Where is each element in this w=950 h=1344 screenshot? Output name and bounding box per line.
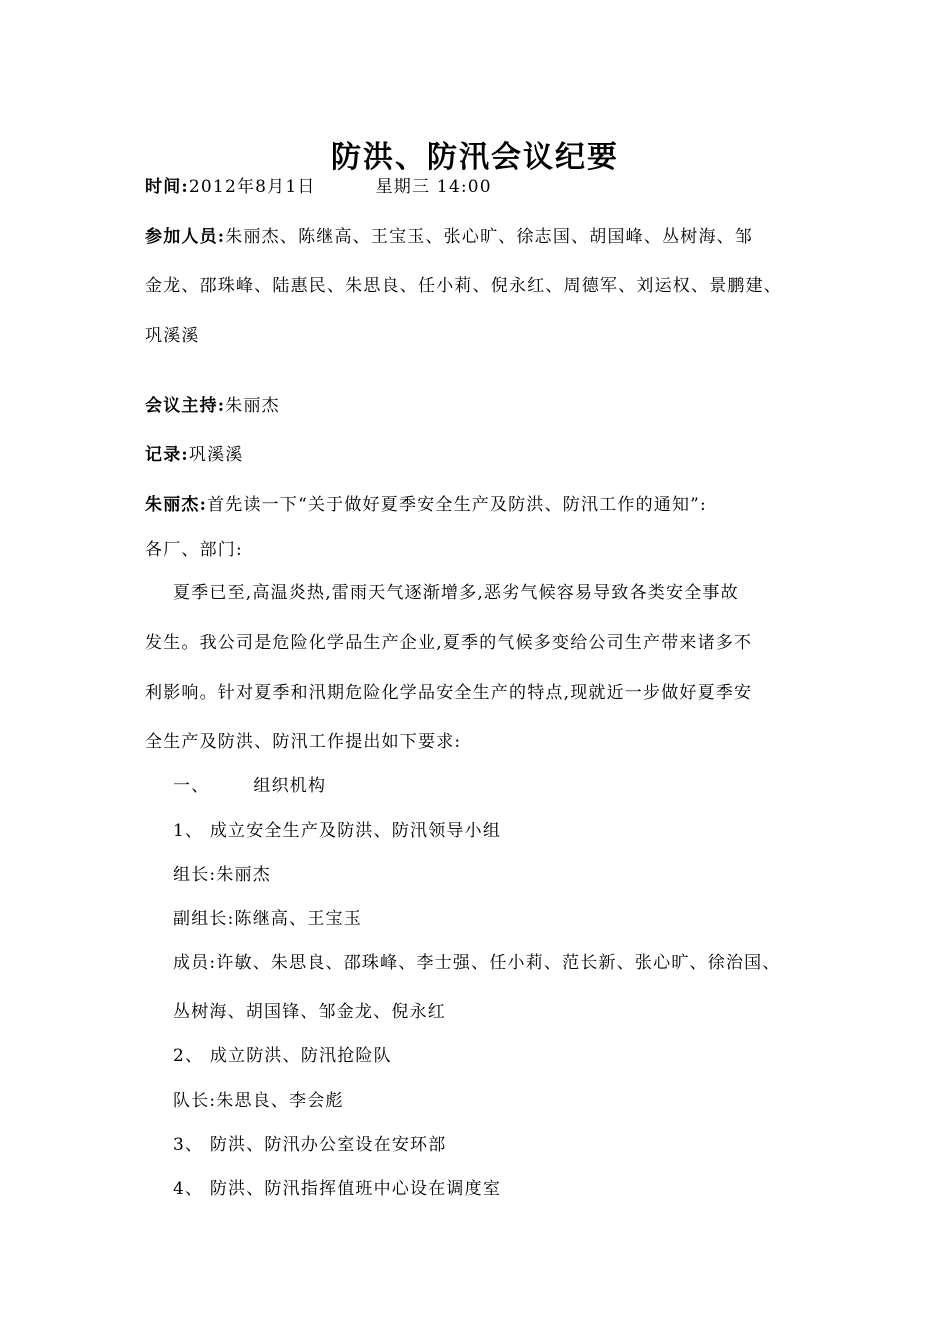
members-line-2: 丛树海、胡国锋、邹金龙、倪永红 — [173, 1002, 446, 1022]
attendees-label: 参加人员: — [145, 227, 226, 247]
paragraph-line-4: 全生产及防洪、防汛工作提出如下要求: — [145, 732, 462, 752]
item-4: 4、 防洪、防汛指挥值班中心设在调度室 — [173, 1179, 502, 1199]
leader-line: 组长:朱丽杰 — [173, 865, 271, 885]
speaker-text: 首先读一下“关于做好夏季安全生产及防洪、防汛工作的通知”: — [207, 495, 707, 515]
attendees-line-1: 朱丽杰、陈继高、王宝玉、张心旷、徐志国、胡国峰、丛树海、邹 — [225, 227, 754, 247]
captain-line: 队长:朱思良、李会彪 — [173, 1091, 344, 1111]
vice-leader-line: 副组长:陈继高、王宝玉 — [173, 909, 362, 929]
attendees-row — [145, 226, 753, 248]
paragraph-line-2: 发生。我公司是危险化学品生产企业,夏季的气候多变给公司生产带来诸多不 — [145, 633, 753, 653]
members-line-1: 成员:许敏、朱思良、邵珠峰、李士强、任小莉、范长新、张心旷、徐治国、 — [173, 953, 781, 973]
document-title: 防洪、防汛会议纪要 — [331, 140, 619, 175]
paragraph-line-3: 利影响。针对夏季和汛期危险化学品安全生产的特点,现就近一步做好夏季安 — [145, 683, 753, 703]
paragraph-line-1: 夏季已至,高温炎热,雷雨天气逐渐增多,恶劣气候容易导致各类安全事故 — [173, 583, 739, 603]
host-row — [145, 395, 280, 417]
attendees-line-3: 巩溪溪 — [145, 326, 200, 346]
weekday-time: 星期三 14:00 — [375, 177, 492, 197]
time-value: 2012年8月1日 — [188, 177, 316, 197]
host-label: 会议主持: — [145, 396, 226, 416]
recorder-value: 巩溪溪 — [188, 445, 244, 465]
recorder-row — [145, 444, 244, 466]
section-1-heading — [173, 775, 326, 797]
time-row — [145, 176, 492, 198]
host-value: 朱丽杰 — [225, 396, 280, 416]
item-1: 1、 成立安全生产及防洪、防汛领导小组 — [173, 821, 502, 841]
attendees-line-2: 金龙、邵珠峰、陆惠民、朱思良、任小莉、倪永红、周德军、刘运权、景鹏建、 — [145, 276, 782, 296]
section-1-title: 组织机构 — [253, 776, 327, 796]
time-label: 时间: — [145, 177, 189, 197]
item-2: 2、 成立防洪、防汛抢险队 — [173, 1046, 392, 1066]
speaker-label: 朱丽杰: — [145, 495, 208, 515]
speaker-row — [145, 494, 707, 516]
item-3: 3、 防洪、防汛办公室设在安环部 — [173, 1135, 447, 1155]
section-1-number: 一、 — [173, 776, 210, 796]
recorder-label: 记录: — [145, 445, 189, 465]
addressee: 各厂、部门: — [145, 540, 243, 560]
